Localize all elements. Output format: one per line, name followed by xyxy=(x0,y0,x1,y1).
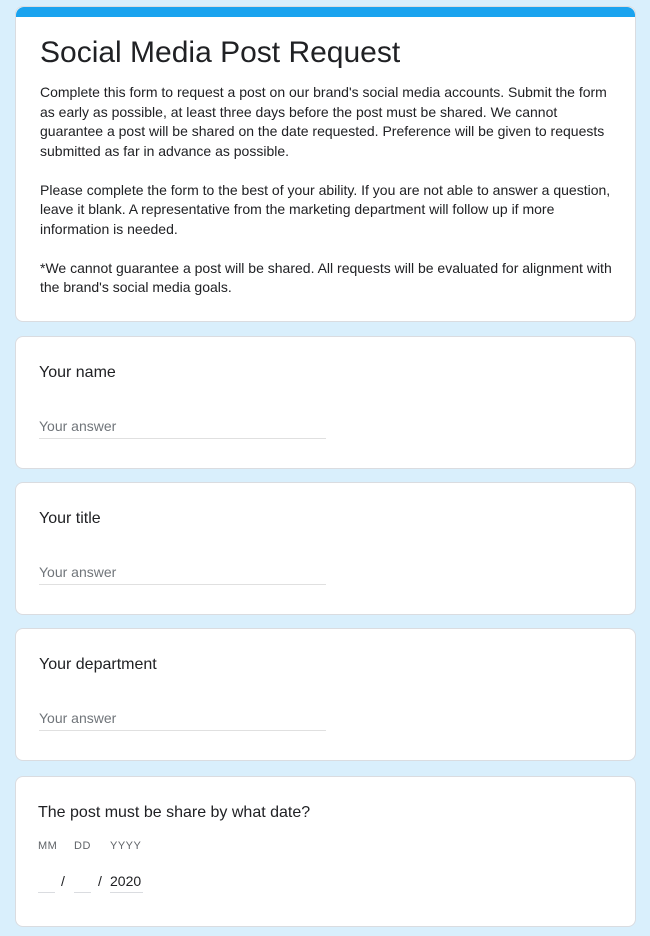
description-paragraph: Please complete the form to the best of your ability. If you are not able to answer a question, leave it blank. A representative from the marketing department will follow up if more information is needed. xyxy=(40,181,611,237)
question-label-name: Your name xyxy=(39,364,116,381)
description-paragraph: Complete this form to request a post on our brand's social media accounts. Submit the form as early as possible, at least three days before the post must be shared. We cannot guarantee a post will be shared on the date requested. Preference will be given to requests submitted as far in advance as possible. xyxy=(40,84,607,159)
accent-bar xyxy=(16,7,635,17)
question-card-department xyxy=(15,628,636,761)
month-input[interactable] xyxy=(38,870,55,893)
question-card-name xyxy=(15,336,636,469)
question-card-date xyxy=(15,776,636,927)
day-sublabel: DD xyxy=(74,840,91,852)
year-sublabel: YYYY xyxy=(110,840,142,852)
form-description xyxy=(40,83,620,298)
form-header-card xyxy=(15,6,636,322)
department-input[interactable] xyxy=(39,706,326,731)
question-label-date: The post must be share by what date? xyxy=(38,804,311,821)
month-sublabel: MM xyxy=(38,840,58,852)
form-title: Social Media Post Request xyxy=(40,36,401,69)
question-card-title xyxy=(15,482,636,615)
date-separator: / xyxy=(61,873,65,889)
day-input[interactable] xyxy=(74,870,91,893)
year-input[interactable]: 2020 xyxy=(110,870,143,893)
question-label-department: Your department xyxy=(39,656,157,673)
date-separator: / xyxy=(98,873,102,889)
name-input[interactable] xyxy=(39,414,326,439)
title-input[interactable] xyxy=(39,560,326,585)
description-paragraph: *We cannot guarantee a post will be shared. All requests will be evaluated for alignment with the brand's social media goals. xyxy=(40,259,612,295)
question-label-title: Your title xyxy=(39,510,101,527)
